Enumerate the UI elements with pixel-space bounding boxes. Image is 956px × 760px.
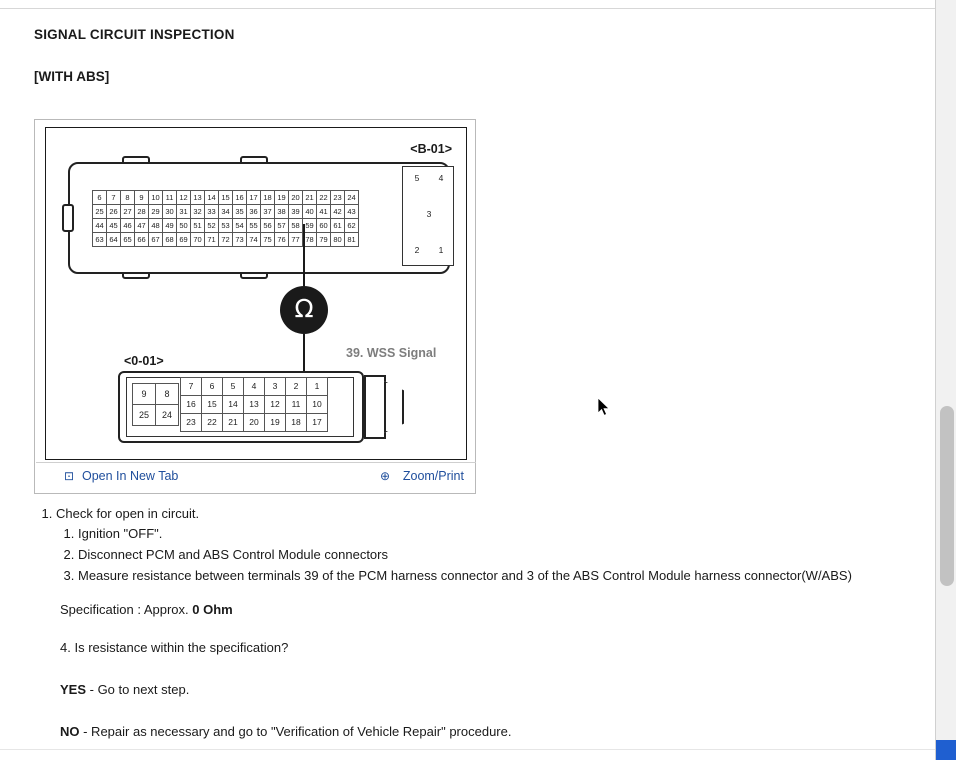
pin-cell: 79 xyxy=(317,233,331,247)
page-subtitle: [WITH ABS] xyxy=(34,69,110,84)
pin-row xyxy=(133,384,179,405)
pin-cell: 40 xyxy=(303,205,317,219)
pin-row xyxy=(93,191,359,205)
pin-cell: 20 xyxy=(289,191,303,205)
pin-row xyxy=(93,233,359,247)
pin-cell: 70 xyxy=(191,233,205,247)
open-in-new-tab-link[interactable]: Open In New Tab xyxy=(82,469,179,483)
pin-cell: 24 xyxy=(156,405,179,426)
pin-cell: 33 xyxy=(205,205,219,219)
connector-o01-label: <0-01> xyxy=(124,354,164,368)
side-pin-5: 5 xyxy=(414,173,420,183)
pin-cell: 59 xyxy=(303,219,317,233)
pin-cell: 48 xyxy=(149,219,163,233)
pin-cell: 76 xyxy=(275,233,289,247)
step-item xyxy=(56,504,924,586)
pin-cell: 73 xyxy=(233,233,247,247)
pin-cell: 68 xyxy=(163,233,177,247)
side-pin-2: 2 xyxy=(414,245,420,255)
connector-latch xyxy=(364,375,386,439)
pin-cell: 75 xyxy=(261,233,275,247)
connector-b01 xyxy=(60,152,458,282)
pin-cell: 78 xyxy=(303,233,317,247)
pin-cell: 34 xyxy=(219,205,233,219)
pin-cell: 55 xyxy=(247,219,261,233)
pin-cell: 52 xyxy=(205,219,219,233)
pin-cell: 54 xyxy=(233,219,247,233)
figure-actions xyxy=(36,462,476,493)
specification-value: 0 Ohm xyxy=(192,602,233,617)
pin-cell: 8 xyxy=(156,384,179,405)
substep-list xyxy=(56,524,924,586)
diagram-frame xyxy=(45,127,467,460)
pin-cell: 19 xyxy=(265,414,286,432)
ohmmeter-icon: Ω xyxy=(280,286,328,334)
connector-o01 xyxy=(118,371,400,449)
pin-cell: 47 xyxy=(135,219,149,233)
pin-cell: 66 xyxy=(135,233,149,247)
answer-no-label: NO xyxy=(60,724,80,739)
pin-cell: 32 xyxy=(191,205,205,219)
magnifier-icon: ⊕ xyxy=(379,469,390,483)
pin-row xyxy=(93,205,359,219)
pin-cell: 58 xyxy=(289,219,303,233)
pin-cell: 41 xyxy=(317,205,331,219)
question-text: Is resistance within the specification? xyxy=(74,640,289,655)
pin-cell: 6 xyxy=(93,191,107,205)
pin-cell: 13 xyxy=(191,191,205,205)
pin-row xyxy=(181,396,328,414)
pin-cell: 12 xyxy=(265,396,286,414)
side-pin-1: 1 xyxy=(438,245,444,255)
pin-cell: 62 xyxy=(345,219,359,233)
pin-cell: 24 xyxy=(345,191,359,205)
top-divider xyxy=(0,0,936,9)
specification-line xyxy=(60,600,924,620)
pin-cell: 25 xyxy=(93,205,107,219)
pin-cell: 13 xyxy=(244,396,265,414)
pin-cell: 1 xyxy=(307,378,328,396)
pin-cell: 21 xyxy=(223,414,244,432)
answer-yes-label: YES xyxy=(60,682,87,697)
pin-cell: 28 xyxy=(135,205,149,219)
substep-item: 1. Ignition "OFF". xyxy=(78,524,924,544)
pin-cell: 18 xyxy=(261,191,275,205)
pin-cell: 29 xyxy=(149,205,163,219)
pin-cell: 19 xyxy=(275,191,289,205)
pin-cell: 4 xyxy=(244,378,265,396)
connector-b01-pin-grid xyxy=(92,190,359,247)
pin-cell: 9 xyxy=(133,384,156,405)
pin-cell: 23 xyxy=(181,414,202,432)
side-pin-4: 4 xyxy=(438,173,444,183)
pin-cell: 49 xyxy=(163,219,177,233)
open-in-new-tab-icon: ⊡ xyxy=(64,469,75,483)
pin-cell: 11 xyxy=(286,396,307,414)
pin-cell: 37 xyxy=(261,205,275,219)
pin-cell: 27 xyxy=(121,205,135,219)
pin-cell: 7 xyxy=(181,378,202,396)
pin-cell: 10 xyxy=(307,396,328,414)
pin-cell: 35 xyxy=(233,205,247,219)
pin-cell: 67 xyxy=(149,233,163,247)
procedure-steps xyxy=(34,504,924,742)
pin-cell: 43 xyxy=(345,205,359,219)
pin-cell: 20 xyxy=(244,414,265,432)
pin-cell: 22 xyxy=(202,414,223,432)
pin-cell: 50 xyxy=(177,219,191,233)
pin-row xyxy=(181,378,328,396)
pin-cell: 53 xyxy=(219,219,233,233)
pin-cell: 2 xyxy=(286,378,307,396)
pin-cell: 64 xyxy=(107,233,121,247)
pin-cell: 14 xyxy=(205,191,219,205)
pin-cell: 10 xyxy=(149,191,163,205)
pin-cell: 21 xyxy=(303,191,317,205)
scrollbar-corner xyxy=(936,740,956,760)
wiring-diagram-image xyxy=(36,127,476,462)
pin-cell: 36 xyxy=(247,205,261,219)
pin-cell: 60 xyxy=(317,219,331,233)
pin-cell: 63 xyxy=(93,233,107,247)
pin-cell: 17 xyxy=(307,414,328,432)
page-title: SIGNAL CIRCUIT INSPECTION xyxy=(34,27,235,42)
pin-cell: 71 xyxy=(205,233,219,247)
pin-cell: 5 xyxy=(223,378,244,396)
step-list xyxy=(34,504,924,586)
pin-cell: 6 xyxy=(202,378,223,396)
answer-no xyxy=(60,722,924,742)
connector-ear-left xyxy=(62,204,74,232)
pin-cell: 23 xyxy=(331,191,345,205)
pin-cell: 44 xyxy=(93,219,107,233)
bottom-strip xyxy=(0,749,936,760)
pin-cell: 69 xyxy=(177,233,191,247)
connector-b01-side-block xyxy=(402,166,454,266)
zoom-print-link[interactable]: Zoom/Print xyxy=(402,469,464,483)
pin-cell: 18 xyxy=(286,414,307,432)
pin-cell: 14 xyxy=(223,396,244,414)
connector-b01-label: <B-01> xyxy=(410,142,452,156)
pin-cell: 77 xyxy=(289,233,303,247)
side-pin-3: 3 xyxy=(426,209,432,219)
substep-item: 3. Measure resistance between terminals 39 of the PCM harness connector and 3 of the ABS Control Module harness connector(W/ABS) xyxy=(78,566,924,586)
pin-cell: 42 xyxy=(331,205,345,219)
pin-cell: 80 xyxy=(331,233,345,247)
pin-cell: 57 xyxy=(275,219,289,233)
pin-cell: 51 xyxy=(191,219,205,233)
specification-label: Specification : Approx. xyxy=(60,602,193,617)
pin-cell: 22 xyxy=(317,191,331,205)
pin-cell: 17 xyxy=(247,191,261,205)
pin-row xyxy=(133,405,179,426)
connector-o01-pin-grid-left xyxy=(132,383,179,426)
pin-cell: 65 xyxy=(121,233,135,247)
pin-cell: 25 xyxy=(133,405,156,426)
pin-cell: 9 xyxy=(135,191,149,205)
probe-wire-vertical-top xyxy=(303,224,305,286)
answer-no-text: - Repair as necessary and go to "Verification of Vehicle Repair" procedure. xyxy=(79,724,512,739)
vertical-scrollbar[interactable] xyxy=(935,0,956,760)
pin-row xyxy=(93,219,359,233)
pin-cell: 61 xyxy=(331,219,345,233)
question-number: 4. xyxy=(60,640,71,655)
pin-cell: 15 xyxy=(219,191,233,205)
pin-cell: 16 xyxy=(181,396,202,414)
figure-panel xyxy=(34,119,476,494)
pin-cell: 81 xyxy=(345,233,359,247)
document-content xyxy=(0,9,936,760)
pin-cell: 8 xyxy=(121,191,135,205)
pin-cell: 38 xyxy=(275,205,289,219)
pin-cell: 46 xyxy=(121,219,135,233)
pin-cell: 11 xyxy=(163,191,177,205)
probe-wire-vertical-bottom xyxy=(303,334,305,376)
pin-cell: 31 xyxy=(177,205,191,219)
connector-o01-pin-grid-right xyxy=(180,377,328,432)
pin-cell: 72 xyxy=(219,233,233,247)
pin-row xyxy=(181,414,328,432)
pin-cell: 30 xyxy=(163,205,177,219)
pin-cell-highlight: 3 xyxy=(265,378,286,396)
question-line xyxy=(60,638,924,658)
answer-yes xyxy=(60,680,924,700)
step-1-text: Check for open in circuit. xyxy=(56,506,200,521)
scrollbar-thumb[interactable] xyxy=(940,406,954,586)
pin-cell: 56 xyxy=(261,219,275,233)
pin-cell: 16 xyxy=(233,191,247,205)
pin-cell: 45 xyxy=(107,219,121,233)
answer-yes-text: - Go to next step. xyxy=(86,682,190,697)
connector-latch-wedge xyxy=(384,381,404,433)
pin-cell: 74 xyxy=(247,233,261,247)
pin-cell: 12 xyxy=(177,191,191,205)
substep-item: 2. Disconnect PCM and ABS Control Module connectors xyxy=(78,545,924,565)
wss-signal-label: 39. WSS Signal xyxy=(346,346,437,360)
pin-cell: 15 xyxy=(202,396,223,414)
pin-cell-highlight: 39 xyxy=(289,205,303,219)
pin-cell: 26 xyxy=(107,205,121,219)
pin-cell: 7 xyxy=(107,191,121,205)
